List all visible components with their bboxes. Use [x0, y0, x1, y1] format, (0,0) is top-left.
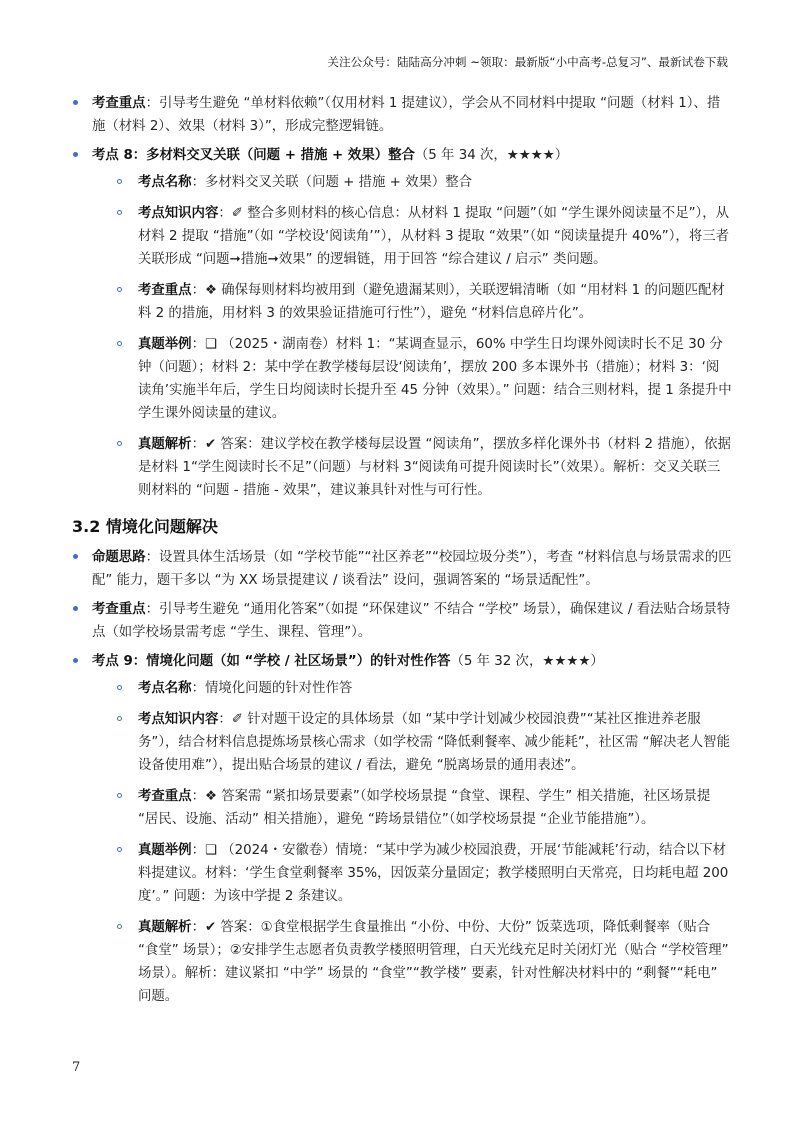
- sub-list-item: [92, 785, 732, 831]
- item-label: 真题举例: [138, 843, 192, 858]
- item-label: 考点知识内容: [138, 206, 219, 221]
- hollow-bullet-icon: [117, 793, 122, 798]
- hollow-bullet-icon: [117, 210, 122, 215]
- hollow-bullet-icon: [117, 716, 122, 721]
- bullet-icon: [73, 152, 78, 157]
- hollow-bullet-icon: [117, 924, 122, 929]
- item-text: ：❑ （2024・安徽卷）情境：“某中学为减少校园浪费，开展‘节能减耗’行动，结合以下材料提建议。材料：‘学生食堂剩餐率 35%，因饭菜分量固定；教学楼照明白天常亮，日均耗电超 200 度’。” 问题：为该中学提 2 条建议。: [138, 843, 729, 904]
- bullet-icon: [73, 100, 78, 105]
- list-item: [72, 546, 732, 592]
- item-text: ：❖ 答案需 “紧扣场景要素”（如学校场景提 “食堂、课程、学生” 相关措施，社区场景提 “居民、设施、活动” 相关措施），避免 “跨场景错位”（如学校场景提 “企业节能措施”）。: [138, 789, 711, 827]
- page-header: 关注公众号：陆陆高分冲刺 ~领取：最新版“小中高考-总复习”、最新试卷下载: [327, 55, 728, 69]
- section-title: 3.2 情境化问题解决: [72, 517, 218, 536]
- item-text: ：✔ 答案：①食堂根据学生食量推出 “小份、中份、大份” 饭菜选项，降低剩餐率（贴合 “食堂” 场景）；②安排学生志愿者负责教学楼照明管理，白天光线充足时关闭灯光（贴合 “学校管理” 场景）。解析：建议紧扣 “中学” 场景的 “食堂”“教学楼” 要素，针对性解决材料中的 “剩餐”“耗电” 问题。: [138, 920, 729, 1004]
- hollow-bullet-icon: [117, 179, 122, 184]
- list-item: [72, 598, 732, 644]
- item-label: 命题思路: [92, 550, 146, 565]
- item-label: 考点 9：情境化问题（如 “学校 / 社区场景”）的针对性作答: [92, 654, 451, 669]
- sub-list-item: [92, 916, 732, 1008]
- top-list: [72, 92, 732, 502]
- sub-list: [92, 171, 732, 502]
- item-text: ：多材料交叉关联（问题 + 措施 + 效果）整合: [191, 175, 473, 190]
- item-label: 考查重点: [92, 602, 146, 617]
- sub-list-item: [92, 677, 732, 700]
- hollow-bullet-icon: [117, 847, 122, 852]
- sub-list-item: [92, 202, 732, 271]
- section-list: [72, 546, 732, 1008]
- item-text: ：❖ 确保每则材料均被用到（避免遗漏某则），关联逻辑清晰（如 “用材料 1 的问题匹配材料 2 的措施，用材料 3 的效果验证措施可行性”），避免 “材料信息碎片化”。: [138, 283, 725, 321]
- item-label: 考点知识内容: [138, 712, 219, 727]
- hollow-bullet-icon: [117, 341, 122, 346]
- item-text: ：引导考生避免 “单材料依赖”（仅用材料 1 提建议），学会从不同材料中提取 “问题（材料 1）、措施（材料 2）、效果（材料 3）”，形成完整逻辑链。: [92, 96, 721, 134]
- page-number: 7: [72, 1060, 81, 1075]
- item-label: 考查重点: [138, 283, 192, 298]
- hollow-bullet-icon: [117, 441, 122, 446]
- sub-list-item: [92, 171, 732, 194]
- sub-list-item: [92, 433, 732, 502]
- item-label: 考点 8：多材料交叉关联（问题 + 措施 + 效果）整合: [92, 148, 415, 163]
- bullet-icon: [73, 554, 78, 559]
- sub-list-item: [92, 839, 732, 908]
- sub-list-item: [92, 708, 732, 777]
- item-text: （5 年 34 次，★★★★）: [414, 148, 569, 163]
- list-item: [72, 650, 732, 1008]
- item-label: 真题解析: [138, 920, 192, 935]
- item-label: 真题举例: [138, 337, 192, 352]
- item-text: ：情境化问题的针对性作答: [191, 681, 353, 696]
- sub-list-item: [92, 333, 732, 425]
- hollow-bullet-icon: [117, 685, 122, 690]
- item-text: ：❑ （2025・湖南卷）材料 1：“某调查显示，60% 中学生日均课外阅读时长不足 30 分钟（问题）；材料 2：某中学在教学楼每层设‘阅读角’，摆放 200 多本课外书（措施）；材料 3：‘阅读角’实施半年后，学生日均阅读时长提升至 45 分钟（效果）。” 问题：结合三则材料，提 1 条提升中学生课外阅读量的建议。: [138, 337, 732, 421]
- bullet-icon: [73, 606, 78, 611]
- hollow-bullet-icon: [117, 287, 122, 292]
- item-text: ：引导考生避免 “通用化答案”（如提 “环保建议” 不结合 “学校” 场景），确保建议 / 看法贴合场景特点（如学校场景需考虑 “学生、课程、管理”）。: [92, 602, 731, 640]
- list-item: [72, 144, 732, 502]
- item-label: 考点名称: [138, 681, 192, 696]
- item-text: ：✐ 整合多则材料的核心信息：从材料 1 提取 “问题”（如 “学生课外阅读量不足”），从材料 2 提取 “措施”（如 “学校设‘阅读角’”），从材料 3 提取 “效果”（如 “阅读量提升 40%”），将三者关联形成 “问题➞措施➞效果” 的逻辑链，用于回答 “综合建议 / 启示” 类问题。: [138, 206, 729, 267]
- sub-list-item: [92, 279, 732, 325]
- bullet-icon: [73, 658, 78, 663]
- item-label: 考查重点: [92, 96, 146, 111]
- sub-list: [92, 677, 732, 1008]
- item-label: 考点名称: [138, 175, 192, 190]
- page-content: [72, 92, 732, 1016]
- list-item: [72, 92, 732, 138]
- item-label: 考查重点: [138, 789, 192, 804]
- item-text: ：设置具体生活场景（如 “学校节能”“社区养老”“校园垃圾分类”），考查 “材料信息与场景需求的匹配” 能力，题干多以 “为 XX 场景提建议 / 谈看法” 设问，强调答案的 “场景适配性”。: [92, 550, 732, 588]
- item-text: （5 年 32 次，★★★★）: [450, 654, 604, 669]
- item-label: 真题解析: [138, 437, 192, 452]
- item-text: ：✐ 针对题干设定的具体场景（如 “某中学计划减少校园浪费”“某社区推进养老服务”），结合材料信息提炼场景核心需求（如学校需 “降低剩餐率、减少能耗”，社区需 “解决老人智能设备使用难”），提出贴合场景的建议 / 看法，避免 “脱离场景的通用表述”。: [138, 712, 730, 773]
- item-text: ：✔ 答案：建议学校在教学楼每层设置 “阅读角”，摆放多样化课外书（材料 2 措施），依据是材料 1“学生阅读时长不足”（问题）与材料 3“阅读角可提升阅读时长”（效果）。解析：交叉关联三则材料的 “问题 - 措施 - 效果”，建议兼具针对性与可行性。: [138, 437, 731, 498]
